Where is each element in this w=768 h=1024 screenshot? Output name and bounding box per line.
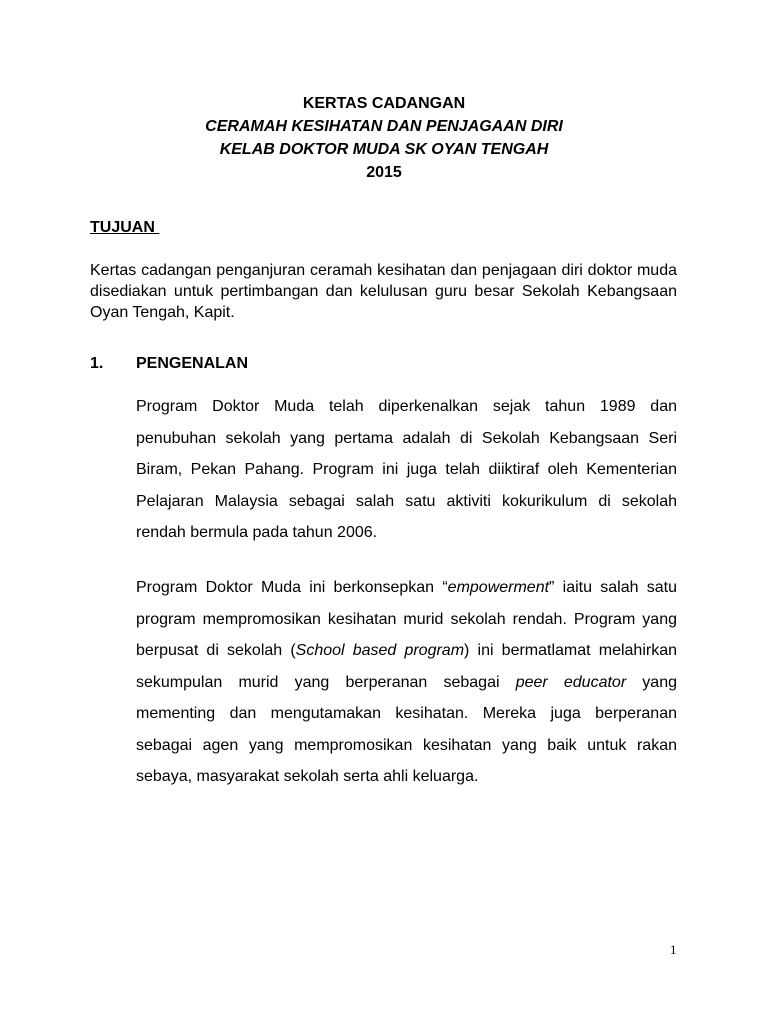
document-title xyxy=(0,92,768,184)
para2-italic-peer-educator: peer educator xyxy=(515,673,627,691)
page-number: 1 xyxy=(670,942,677,957)
pengenalan-paragraph-1: Program Doktor Muda telah diperkenalkan sejak tahun 1989 dan penubuhan sekolah yang pertama adalah di Sekolah Kebangsaan Seri Biram, Pekan Pahang. Program ini juga telah diiktiraf oleh Kementerian Pelajaran Malaysia sebagai salah satu aktiviti kokurikulum di sekolah rendah bermula pada tahun 2006. xyxy=(136,398,677,541)
tujuan-heading: TUJUAN xyxy=(90,219,160,236)
tujuan-paragraph: Kertas cadangan penganjuran ceramah kesihatan dan penjagaan diri doktor muda disediakan untuk pertimbangan dan kelulusan guru besar Sekolah Kebangsaan Oyan Tengah, Kapit. xyxy=(90,262,677,321)
para2-text-2: ” iaitu salah satu program mempromosikan kesihatan murid sekolah rendah. Program yang berpusat di sekolah ( xyxy=(136,579,678,659)
pengenalan-paragraph-2 xyxy=(136,572,677,793)
para2-text-3: ) ini bermatlamat melahirkan sekumpulan murid yang berperanan sebagai xyxy=(136,642,677,691)
para2-text-4: yang mementing dan mengutamakan kesihatan. Mereka juga berperanan sebagai agen yang mempromosikan kesihatan yang baik untuk rakan sebaya, masyarakat sekolah serta ahli keluarga. xyxy=(136,673,677,785)
title-line-2: CERAMAH KESIHATAN DAN PENJAGAAN DIRI xyxy=(205,118,563,135)
para2-text-1: Program Doktor Muda ini berkonsepkan “ xyxy=(136,579,448,596)
title-line-3: KELAB DOKTOR MUDA SK OYAN TENGAH xyxy=(219,141,549,158)
section-title: PENGENALAN xyxy=(136,355,249,372)
para2-italic-school-based: School based program xyxy=(295,642,465,659)
title-year: 2015 xyxy=(366,164,402,181)
title-line-1: KERTAS CADANGAN xyxy=(302,95,466,112)
section-number: 1. xyxy=(90,355,104,372)
para2-italic-empowerment: empowerment xyxy=(447,579,550,596)
